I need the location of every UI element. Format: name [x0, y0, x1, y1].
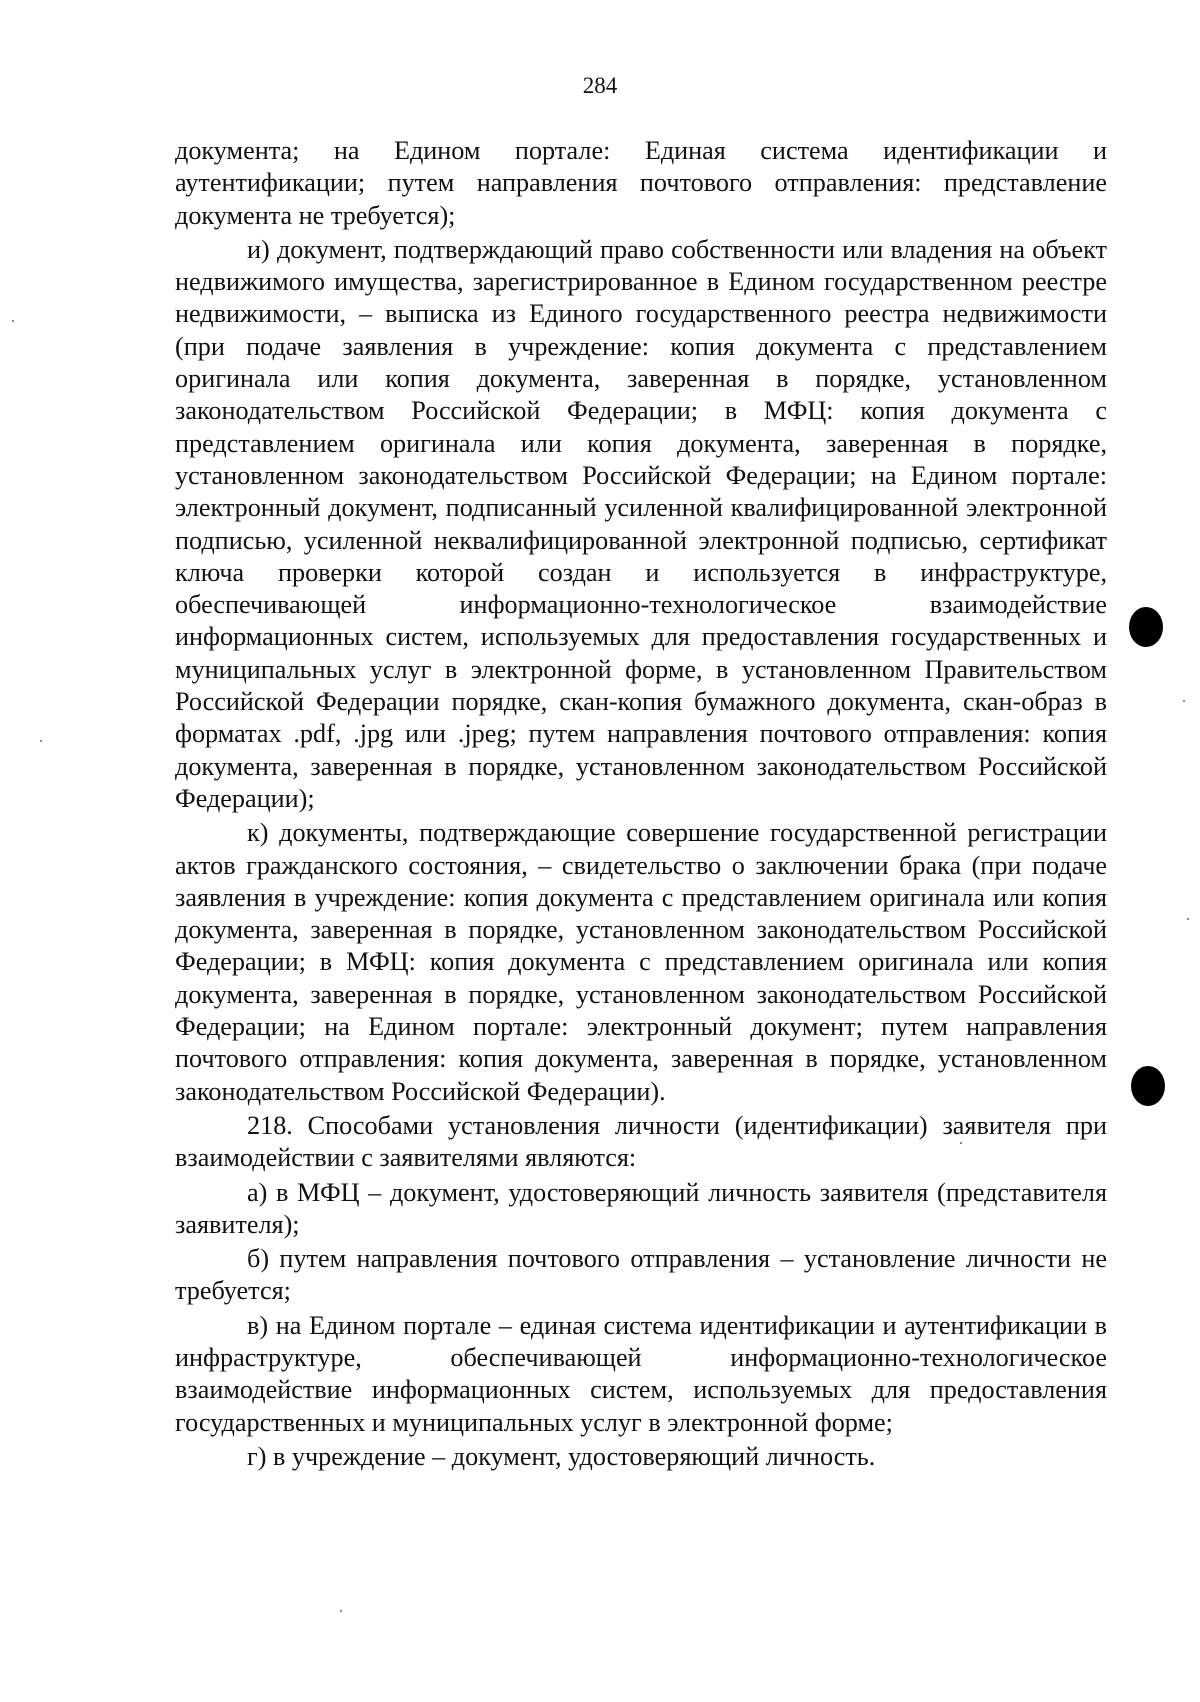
paragraph-continuation: документа; на Едином портале: Единая система идентификации и аутентификации; путем направления почтового отправления: представление документа не требуется);	[175, 136, 1107, 230]
scan-speck	[340, 1610, 342, 1612]
page-number: 284	[582, 73, 618, 98]
paragraph-item-i: и) документ, подтверждающий право собственности или владения на объект недвижимого имущества, зарегистрированное в Едином государственном реестре недвижимости, – выписка из Единого государственного реестра недвижимости (при подаче заявления в учреждение: копия документа с представлением оригинала или копия документа, заверенная в порядке, установленном законодательством Российской Федерации; в МФЦ: копия документа с представлением оригинала или копия документа, заверенная в порядке, установленном законодательством Российской Федерации; на Едином портале: электронный документ, подписанный усиленной квалифицированной электронной подписью, усиленной неквалифицированной электронной подписью, сертификат ключа проверки которой создан и используется в инфраструктуре, обеспечивающей информационно-технологическое взаимодействие информационных систем, используемых для предоставления государственных и муниципальных услуг в электронной форме, в установленном Правительством Российской Федерации порядке, скан-копия бумажного документа, скан-образ в форматах .pdf, .jpg или .jpeg; путем направления почтового отправления: копия документа, заверенная в порядке, установленном законодательством Российской Федерации);	[175, 234, 1107, 813]
binder-hole-mark	[1129, 607, 1163, 647]
paragraph-item-v: в) на Едином портале – единая система идентификации и аутентификации в инфраструктуре, обеспечивающей информационно-технологическое взаимодействие информационных систем, используемых для предоставления государственных и муниципальных услуг в электронной форме;	[175, 1310, 1107, 1437]
paragraph-218: 218. Способами установления личности (идентификации) заявителя при взаимодействии с заявителями являются:	[175, 1110, 1107, 1173]
scan-speck	[1183, 700, 1185, 702]
paragraph-item-a: а) в МФЦ – документ, удостоверяющий личность заявителя (представителя заявителя);	[175, 1177, 1107, 1239]
binder-hole-mark	[1131, 1066, 1165, 1106]
scan-speck	[40, 740, 42, 742]
paragraph-item-g: г) в учреждение – документ, удостоверяющий личность.	[247, 1441, 876, 1471]
scan-speck	[1187, 918, 1189, 920]
paragraph-item-k: к) документы, подтверждающие совершение государственной регистрации актов гражданского состояния, – свидетельство о заключении брака (при подаче заявления в учреждение: копия документа с представлением оригинала или копия документа, заверенная в порядке, установленном законодательством Российской Федерации; в МФЦ: копия документа с представлением оригинала или копия документа, заверенная в порядке, установленном законодательством Российской Федерации; на Едином портале: электронный документ; путем направления почтового отправления: копия документа, заверенная в порядке, установленном законодательством Российской Федерации).	[175, 818, 1107, 1106]
scan-speck	[12, 320, 14, 322]
paragraph-item-b: б) путем направления почтового отправления – установление личности не требуется;	[175, 1244, 1107, 1306]
scan-speck	[960, 1142, 962, 1144]
document-body	[175, 135, 1107, 1475]
